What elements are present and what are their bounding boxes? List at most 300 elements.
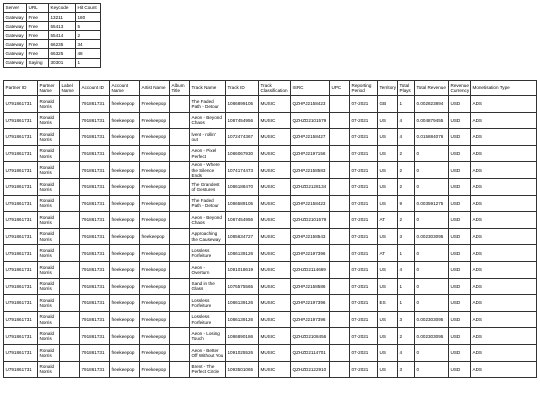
table-cell: 0.002303095	[415, 311, 449, 328]
column-header: Server	[4, 4, 27, 13]
table-cell: Freekeepop	[140, 112, 170, 129]
table-cell: Freekeepop	[140, 162, 170, 179]
table-cell: Gateway	[4, 31, 27, 40]
table-cell: US	[378, 344, 398, 361]
table-cell: 2	[76, 31, 101, 40]
table-cell	[330, 311, 350, 328]
table-cell: 1	[398, 295, 415, 312]
table-cell: 791861731	[80, 328, 110, 345]
table-cell: 0.003591275	[415, 195, 449, 212]
table-cell	[330, 245, 350, 262]
report-table-header	[4, 81, 537, 96]
table-cell: Free	[27, 22, 49, 31]
column-header: Account Name	[110, 81, 140, 96]
table-cell: U791861731	[4, 178, 38, 195]
table-cell: USD	[449, 178, 471, 195]
table-cell: US	[378, 361, 398, 378]
table-cell: USD	[449, 361, 471, 378]
table-cell	[330, 162, 350, 179]
table-cell	[170, 261, 190, 278]
table-cell: ADS	[471, 129, 537, 146]
table-cell: freekeepop	[110, 145, 140, 162]
table-cell: U791861731	[4, 212, 38, 229]
table-cell: 07-2021	[350, 278, 378, 295]
column-header: Track Name	[190, 81, 226, 96]
table-cell: 0	[415, 344, 449, 361]
table-cell: ADS	[471, 96, 537, 113]
table-cell: Free	[27, 31, 49, 40]
table-cell	[60, 245, 80, 262]
table-cell: U791861731	[4, 129, 38, 146]
table-cell: 07-2021	[350, 112, 378, 129]
table-cell: QZHZD2128134	[291, 178, 330, 195]
table-cell: 0.002303095	[415, 328, 449, 345]
table-cell: US	[378, 328, 398, 345]
table-cell: 1086899105	[226, 96, 259, 113]
table-cell: Aeon - Overturn	[190, 261, 226, 278]
table-cell: Ronald Norris	[38, 245, 60, 262]
table-cell: MUSIC	[259, 245, 291, 262]
table-cell: 3	[398, 228, 415, 245]
table-cell: 791861731	[80, 245, 110, 262]
table-row	[4, 261, 537, 278]
table-cell	[170, 112, 190, 129]
table-cell: The Faded Path - Detour	[190, 195, 226, 212]
table-cell: 791861731	[80, 261, 110, 278]
table-cell	[60, 261, 80, 278]
column-header: Account ID	[80, 81, 110, 96]
table-cell: ADS	[471, 344, 537, 361]
table-cell: QZHZD2114701	[291, 344, 330, 361]
table-cell: 4	[398, 344, 415, 361]
table-cell: freekeepop	[110, 112, 140, 129]
server-table-body	[4, 13, 101, 68]
table-cell: USD	[449, 145, 471, 162]
table-cell: Ronald Norris	[38, 344, 60, 361]
column-header: Total Revenue	[415, 81, 449, 96]
table-cell: 3	[398, 311, 415, 328]
table-cell	[170, 228, 190, 245]
table-cell: Gateway	[4, 13, 27, 22]
table-cell	[170, 178, 190, 195]
table-cell: 07-2021	[350, 295, 378, 312]
column-header: ISRC	[291, 81, 330, 96]
table-cell: 1086067930	[226, 145, 259, 162]
table-cell: Sand in the Glass	[190, 278, 226, 295]
table-cell: 0	[415, 261, 449, 278]
table-cell: 791861731	[80, 212, 110, 229]
server-table-header	[4, 4, 101, 13]
table-cell: 30301	[49, 58, 76, 67]
server-header-row	[4, 4, 101, 13]
table-cell: 07-2021	[350, 344, 378, 361]
table-cell: US	[378, 129, 398, 146]
column-header: Monetisation Type	[471, 81, 537, 96]
table-cell: ADS	[471, 328, 537, 345]
table-cell: Freekeepop	[140, 328, 170, 345]
table-cell: ADS	[471, 145, 537, 162]
table-row	[4, 96, 537, 113]
table-cell: 2	[398, 178, 415, 195]
table-row	[4, 31, 101, 40]
table-cell: 1086188470	[226, 178, 259, 195]
table-cell: Freekeepop	[140, 361, 170, 378]
table-cell: QZHPJ2158543	[291, 228, 330, 245]
column-header: Artist Name	[140, 81, 170, 96]
table-cell	[60, 212, 80, 229]
table-cell: The Grandest of Gestures	[190, 178, 226, 195]
table-cell	[330, 328, 350, 345]
table-cell: Free	[27, 49, 49, 58]
table-cell: U791861731	[4, 112, 38, 129]
column-header: Revenue Currency	[449, 81, 471, 96]
column-header: Partner Name	[38, 81, 60, 96]
table-cell: 07-2021	[350, 228, 378, 245]
table-cell: 0.002823894	[415, 96, 449, 113]
table-cell: Freekeepop	[140, 278, 170, 295]
table-cell: Freekeepop	[140, 129, 170, 146]
table-cell: freekeepop	[110, 162, 140, 179]
table-cell: 0	[415, 162, 449, 179]
table-cell	[60, 112, 80, 129]
table-row	[4, 129, 537, 146]
table-cell: QZHZD2101579	[291, 212, 330, 229]
table-cell: ADS	[471, 278, 537, 295]
table-cell: Saying	[27, 58, 49, 67]
table-cell: 1091018619	[226, 261, 259, 278]
table-cell: MUSIC	[259, 328, 291, 345]
table-cell	[170, 212, 190, 229]
table-row	[4, 245, 537, 262]
table-cell: 791861731	[80, 178, 110, 195]
table-cell: freekeepop	[110, 195, 140, 212]
table-cell: MUSIC	[259, 112, 291, 129]
table-cell	[60, 228, 80, 245]
table-cell	[170, 162, 190, 179]
table-cell: 0	[415, 245, 449, 262]
table-cell: MUSIC	[259, 129, 291, 146]
table-cell: QZHPJ2158423	[291, 96, 330, 113]
table-cell	[170, 278, 190, 295]
table-cell	[60, 195, 80, 212]
column-header: Keycode	[49, 4, 76, 13]
table-cell: QZHPJ2158583	[291, 162, 330, 179]
table-cell: 2	[398, 145, 415, 162]
table-cell: ADS	[471, 212, 537, 229]
table-row	[4, 22, 101, 31]
table-cell	[330, 344, 350, 361]
table-cell: US	[378, 145, 398, 162]
table-cell	[170, 344, 190, 361]
table-cell: QZHPJ2197396	[291, 245, 330, 262]
table-cell: 0	[415, 145, 449, 162]
table-cell: 48	[76, 49, 101, 58]
table-cell: 07-2021	[350, 162, 378, 179]
table-row	[4, 228, 537, 245]
table-cell: 5	[76, 22, 101, 31]
table-row	[4, 328, 537, 345]
table-cell	[170, 195, 190, 212]
table-row	[4, 195, 537, 212]
table-cell: MUSIC	[259, 96, 291, 113]
table-cell: Freekeepop	[140, 311, 170, 328]
table-cell: 0.015884076	[415, 129, 449, 146]
table-cell: freekeepop	[110, 295, 140, 312]
table-cell: U791861731	[4, 361, 38, 378]
table-cell: freekeepop	[110, 228, 140, 245]
table-cell: QZHZD2108456	[291, 328, 330, 345]
column-header: Reporting Period	[350, 81, 378, 96]
table-cell: MUSIC	[259, 295, 291, 312]
table-cell: Ronald Norris	[38, 328, 60, 345]
table-cell: U791861731	[4, 195, 38, 212]
table-cell: 4	[398, 261, 415, 278]
table-cell: freekeepop	[110, 361, 140, 378]
server-keycode-table	[3, 3, 101, 68]
table-cell	[60, 361, 80, 378]
table-cell: 3	[398, 361, 415, 378]
table-cell	[330, 261, 350, 278]
table-cell: U791861731	[4, 145, 38, 162]
table-cell: Lossless Forfeiture	[190, 295, 226, 312]
table-cell: U791861731	[4, 278, 38, 295]
table-cell: U791861731	[4, 96, 38, 113]
table-row	[4, 13, 101, 22]
table-cell	[330, 129, 350, 146]
table-cell: U791861731	[4, 344, 38, 361]
table-cell: freekeepop	[110, 129, 140, 146]
table-row	[4, 58, 101, 67]
table-cell: 2	[398, 328, 415, 345]
table-cell: Gateway	[4, 58, 27, 67]
table-cell: MUSIC	[259, 228, 291, 245]
table-cell: 4	[398, 129, 415, 146]
table-cell: 791861731	[80, 162, 110, 179]
table-cell: 07-2021	[350, 129, 378, 146]
table-cell: 13211	[49, 13, 76, 22]
table-cell: QZHZD2122910	[291, 361, 330, 378]
table-cell: Aeon - Better Off Without You	[190, 344, 226, 361]
table-cell: freekeepop	[110, 245, 140, 262]
table-cell: Free	[27, 40, 49, 49]
table-cell: 1075575565	[226, 278, 259, 295]
table-cell: 791861731	[80, 344, 110, 361]
table-cell: US	[378, 162, 398, 179]
table-cell: Aeon - Losing Touch	[190, 328, 226, 345]
table-cell: 1074174473	[226, 162, 259, 179]
table-row	[4, 178, 537, 195]
table-cell: U791861731	[4, 328, 38, 345]
table-cell: 4	[398, 112, 415, 129]
table-row	[4, 295, 537, 312]
column-header: Territory	[378, 81, 398, 96]
table-cell: U791861731	[4, 311, 38, 328]
table-row	[4, 311, 537, 328]
table-cell: 791861731	[80, 278, 110, 295]
table-cell: US	[378, 261, 398, 278]
table-cell: 1086589105	[226, 195, 259, 212]
table-cell: MUSIC	[259, 344, 291, 361]
table-cell: 791861731	[80, 96, 110, 113]
table-cell: 07-2021	[350, 245, 378, 262]
table-cell: Freekeepop	[140, 212, 170, 229]
table-cell: Freekeepop	[140, 195, 170, 212]
column-header: Album Title	[170, 81, 190, 96]
table-cell: 1086139126	[226, 311, 259, 328]
table-cell: 07-2021	[350, 96, 378, 113]
table-cell: USD	[449, 112, 471, 129]
table-cell	[60, 311, 80, 328]
table-cell: 0	[415, 361, 449, 378]
table-cell: Ronald Norris	[38, 195, 60, 212]
table-cell: 1	[398, 278, 415, 295]
table-cell: QZHZD2114669	[291, 261, 330, 278]
table-cell	[60, 96, 80, 113]
table-cell: 1093501065	[226, 361, 259, 378]
table-cell	[330, 212, 350, 229]
table-cell	[170, 145, 190, 162]
table-cell: 1091025526	[226, 344, 259, 361]
report-table-body	[4, 96, 537, 378]
table-cell: MUSIC	[259, 162, 291, 179]
table-cell	[170, 129, 190, 146]
table-cell: 1	[76, 58, 101, 67]
table-cell: Ronald Norris	[38, 112, 60, 129]
table-cell: MUSIC	[259, 145, 291, 162]
table-cell: MUSIC	[259, 212, 291, 229]
table-cell: 1086139126	[226, 295, 259, 312]
table-cell: 07-2021	[350, 195, 378, 212]
revenue-report-table	[3, 80, 537, 378]
table-cell: 1086139126	[226, 245, 259, 262]
column-header: Track ID	[226, 81, 259, 96]
table-cell: Brent - The Perfect Circle	[190, 361, 226, 378]
table-cell: Freekeepop	[140, 178, 170, 195]
table-cell: Lossless Forfeiture	[190, 311, 226, 328]
table-cell: Gateway	[4, 22, 27, 31]
table-cell: ADS	[471, 162, 537, 179]
table-cell: 34	[76, 40, 101, 49]
table-cell	[170, 245, 190, 262]
table-row	[4, 40, 101, 49]
table-cell	[60, 328, 80, 345]
table-cell: ADS	[471, 228, 537, 245]
table-cell: 07-2021	[350, 328, 378, 345]
table-cell: Aeon - Beyond Chaos	[190, 212, 226, 229]
table-cell: USD	[449, 162, 471, 179]
table-cell: ADS	[471, 245, 537, 262]
table-cell: Freekeepop	[140, 344, 170, 361]
table-cell	[60, 344, 80, 361]
table-row	[4, 112, 537, 129]
table-cell	[60, 295, 80, 312]
table-cell: Ronald Norris	[38, 295, 60, 312]
table-cell: ADS	[471, 361, 537, 378]
table-cell: 791861731	[80, 361, 110, 378]
table-cell: 07-2021	[350, 145, 378, 162]
table-cell: 07-2021	[350, 212, 378, 229]
table-cell: MUSIC	[259, 261, 291, 278]
table-cell: US	[378, 228, 398, 245]
table-cell: MUSIC	[259, 195, 291, 212]
table-cell	[330, 96, 350, 113]
table-cell: US	[378, 311, 398, 328]
table-cell: Free	[27, 13, 49, 22]
table-row	[4, 212, 537, 229]
column-header: Label Name	[60, 81, 80, 96]
table-cell: QZHPJ2158423	[291, 195, 330, 212]
table-cell: U791861731	[4, 228, 38, 245]
table-cell	[330, 228, 350, 245]
table-cell: 791861731	[80, 295, 110, 312]
table-cell: U791861731	[4, 261, 38, 278]
table-cell: 0	[415, 295, 449, 312]
table-cell: 0	[415, 212, 449, 229]
table-row	[4, 278, 537, 295]
table-cell	[60, 129, 80, 146]
table-cell: 791861731	[80, 129, 110, 146]
table-cell: ADS	[471, 295, 537, 312]
column-header: URL	[27, 4, 49, 13]
table-cell: Ronald Norris	[38, 311, 60, 328]
table-cell: Ronald Norris	[38, 261, 60, 278]
table-cell: 0.004879455	[415, 112, 449, 129]
table-cell: MUSIC	[259, 278, 291, 295]
column-header: Partner ID	[4, 81, 38, 96]
table-cell: AT	[378, 245, 398, 262]
table-cell: 07-2021	[350, 311, 378, 328]
table-cell: ADS	[471, 112, 537, 129]
table-cell: US	[378, 178, 398, 195]
column-header: Track Classification	[259, 81, 291, 96]
table-cell: USD	[449, 295, 471, 312]
table-cell	[60, 278, 80, 295]
table-cell: MUSIC	[259, 178, 291, 195]
table-cell: Aeon - Pixel Perfect	[190, 145, 226, 162]
table-cell: lvent - rollin' out	[190, 129, 226, 146]
table-cell: 2	[398, 162, 415, 179]
table-cell: Gateway	[4, 40, 27, 49]
table-cell: 2	[398, 212, 415, 229]
table-cell	[60, 145, 80, 162]
table-cell: USD	[449, 278, 471, 295]
table-cell: USD	[449, 129, 471, 146]
table-cell	[330, 295, 350, 312]
table-cell: USD	[449, 195, 471, 212]
table-cell: Lossless Forfeiture	[190, 245, 226, 262]
table-cell: USD	[449, 212, 471, 229]
table-cell: 66325	[49, 49, 76, 58]
table-cell: 0	[415, 278, 449, 295]
table-cell: Freekeepop	[140, 96, 170, 113]
table-cell: USD	[449, 328, 471, 345]
table-cell: Ronald Norris	[38, 129, 60, 146]
table-cell: The Faded Path - Detour	[190, 96, 226, 113]
column-header: Total Plays	[398, 81, 415, 96]
table-cell: freekeepop	[110, 344, 140, 361]
table-cell: freekeepop	[110, 96, 140, 113]
table-cell: 180	[76, 13, 101, 22]
table-cell: U791861731	[4, 162, 38, 179]
table-cell	[330, 112, 350, 129]
table-cell: 791861731	[80, 145, 110, 162]
table-cell: Ronald Norris	[38, 96, 60, 113]
table-cell: QZHPJ2197396	[291, 311, 330, 328]
table-row	[4, 344, 537, 361]
table-cell: US	[378, 112, 398, 129]
table-cell: freekeepop	[110, 328, 140, 345]
table-cell	[330, 145, 350, 162]
